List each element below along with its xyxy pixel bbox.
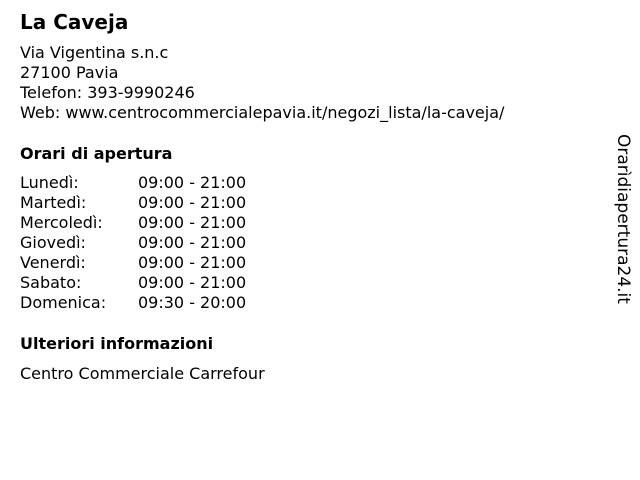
time-range: 09:00 - 21:00 bbox=[138, 273, 247, 292]
day-label: Domenica: bbox=[20, 293, 107, 312]
more-info-heading: Ulteriori informazioni bbox=[20, 334, 214, 353]
hours-row bbox=[20, 173, 280, 193]
hours-row bbox=[20, 213, 280, 233]
address-street: Via Vigentina s.n.c bbox=[20, 43, 169, 62]
time-range: 09:00 - 21:00 bbox=[138, 193, 247, 212]
address-city: 27100 Pavia bbox=[20, 63, 119, 82]
hours-row bbox=[20, 253, 280, 273]
hours-row bbox=[20, 273, 280, 293]
site-watermark-label: Orarìdiapertura24.it bbox=[613, 134, 633, 304]
time-range: 09:00 - 21:00 bbox=[138, 253, 247, 272]
hours-row bbox=[20, 233, 280, 253]
opening-hours-table bbox=[20, 173, 280, 313]
day-label: Lunedì: bbox=[20, 173, 79, 192]
time-range: 09:00 - 21:00 bbox=[138, 173, 247, 192]
opening-hours-heading: Orari di apertura bbox=[20, 144, 173, 163]
phone-number: Telefon: 393-9990246 bbox=[20, 83, 195, 102]
day-label: Martedì: bbox=[20, 193, 87, 212]
day-label: Giovedì: bbox=[20, 233, 86, 252]
store-title: La Caveja bbox=[20, 10, 129, 34]
time-range: 09:00 - 21:00 bbox=[138, 233, 247, 252]
hours-row bbox=[20, 293, 280, 313]
day-label: Sabato: bbox=[20, 273, 82, 292]
time-range: 09:30 - 20:00 bbox=[138, 293, 247, 312]
hours-row bbox=[20, 193, 280, 213]
more-info-text: Centro Commerciale Carrefour bbox=[20, 364, 265, 383]
day-label: Venerdì: bbox=[20, 253, 86, 272]
day-label: Mercoledì: bbox=[20, 213, 103, 232]
store-address-block bbox=[20, 43, 504, 123]
website-link[interactable]: Web: www.centrocommercialepavia.it/negozi_lista/la-caveja/ bbox=[20, 103, 505, 122]
time-range: 09:00 - 21:00 bbox=[138, 213, 247, 232]
